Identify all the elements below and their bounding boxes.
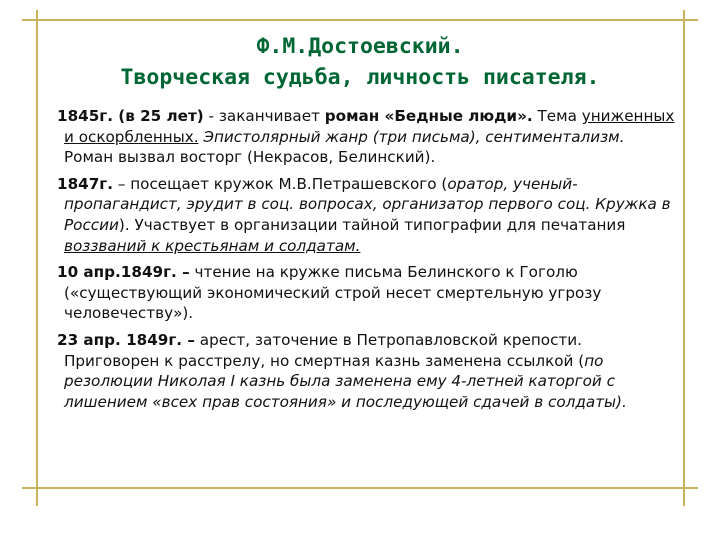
paragraph-1847 [46, 174, 678, 256]
slide-title: Ф.М.Достоевский. Творческая судьба, личность писателя. [120, 34, 600, 90]
frame-right-line [683, 10, 685, 506]
text: ). Участвует в организации тайной типографии для печатания [118, 215, 626, 234]
petrashevsky-desc: оратор, ученый-пропагандист, эрудит в соц. вопросах, организатор первого соц. Кружка в России [64, 174, 671, 234]
date-apr23-1849: 23 апр. 1849г. – [57, 330, 195, 349]
paragraph-apr23-1849 [46, 330, 678, 412]
text: арест, заточение в Петропавловской крепости. Приговорен к расстрелу, но смертная казнь заменена ссылкой ( [64, 330, 585, 370]
paragraph-apr10-1849 [46, 262, 678, 324]
frame-bottom-line [22, 487, 698, 489]
date-1847: 1847г. [57, 174, 113, 193]
text: чтение на кружке письма Белинского к Гоголю («существующий экономический строй несет смертельную угрозу человечеству»). [64, 263, 602, 323]
appeals-link[interactable]: воззваний к крестьянам и солдатам. [64, 236, 361, 255]
genre-text: Эпистолярный жанр (три письма), сентиментализм. [203, 127, 625, 146]
text: – посещает кружок М.В.Петрашевского ( [112, 174, 448, 193]
resolution-text: по резолюции Николая I казнь была заменена ему 4-летней каторгой с лишением «всех прав состояния» и последующей сдачей в солдаты). [64, 351, 627, 411]
text: - заканчивает [203, 107, 325, 125]
frame-top-line [22, 19, 698, 21]
paragraph-1845 [46, 106, 678, 168]
theme-text: униженных и оскорбленных. [64, 107, 675, 146]
date-1845: 1845г. (в 25 лет) [57, 107, 204, 125]
slide-body [46, 106, 678, 418]
date-apr10-1849: 10 апр.1849г. – [57, 263, 190, 282]
text: Роман вызвал восторг (Некрасов, Белинский). [64, 148, 436, 167]
frame-left-line [36, 10, 38, 506]
text: Тема [532, 107, 582, 125]
novel-title: роман «Бедные люди». [324, 107, 533, 125]
